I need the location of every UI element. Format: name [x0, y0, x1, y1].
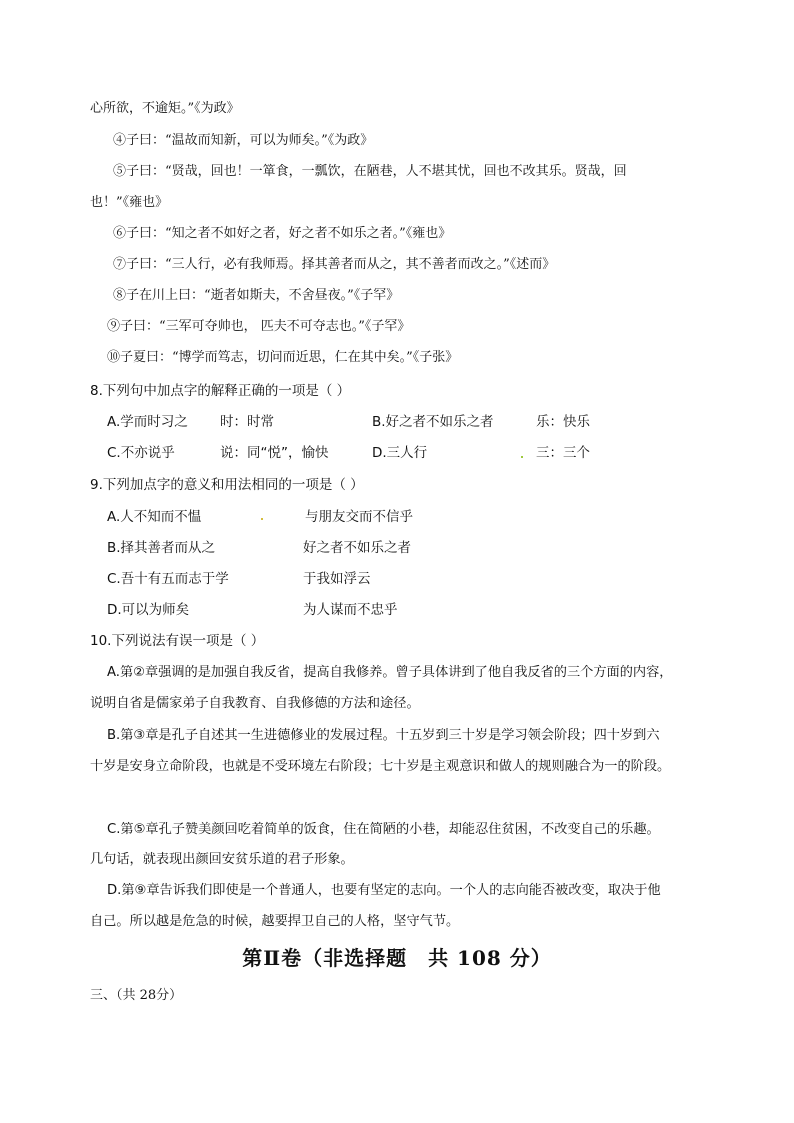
q10-option-d-line1: D.第⑨章告诉我们即使是一个普通人，也要有坚定的志向。一个人的志向能否被改变，取决于他: [107, 883, 661, 898]
quote-5-line2: 也！”《雍也》: [90, 195, 169, 210]
q8-option-d-text: D.三人行: [372, 445, 428, 461]
q10-stem: 10.下列说法有误一项是（ ）: [90, 633, 265, 649]
q8-option-b-gloss: 乐：快乐: [536, 414, 590, 430]
section-part-3-heading: 三、（共 28分）: [90, 988, 183, 1003]
q8-option-d-gloss: 三：三个: [536, 445, 590, 461]
quote-4: ④子曰：“温故而知新，可以为师矣。”《为政》: [113, 133, 374, 148]
q9-stem: 9.下列加点字的意义和用法相同的一项是（ ）: [90, 477, 364, 493]
q9-option-b-right: 好之者不如乐之者: [303, 540, 411, 556]
q10-option-b-line2: 十岁是安身立命阶段，也就是不受环境左右阶段；七十岁是主观意识和做人的规则融合为一的阶段。: [90, 759, 671, 774]
q9-option-a-right: 与朋友交而不信乎: [305, 509, 413, 525]
q8-stem: 8.下列句中加点字的解释正确的一项是（ ）: [90, 383, 351, 399]
quote-8: ⑧子在川上曰：“逝者如斯夫，不舍昼夜。”《子罕》: [113, 288, 400, 303]
q8-option-a-text: A.学而时习之: [107, 414, 188, 430]
q9-option-a-left: A.人不知而不愠: [107, 509, 202, 525]
quote-7: ⑦子曰：“三人行，必有我师焉。择其善者而从之，其不善者而改之。”《述而》: [113, 257, 556, 272]
speck-mark: [261, 518, 263, 520]
q10-option-c-line2: 几句话，就表现出颜回安贫乐道的君子形象。: [90, 852, 354, 867]
q9-option-c-left: C.吾十有五而志于学: [107, 571, 229, 587]
q9-option-c-right: 于我如浮云: [303, 571, 371, 587]
q9-option-d-left: D.可以为师矣: [107, 602, 190, 618]
q10-option-b-line1: B.第③章是孔子自述其一生进德修业的发展过程。十五岁到三十岁是学习领会阶段；四十岁到六: [107, 728, 660, 743]
q8-option-c-gloss: 说：同“悦”，愉快: [220, 445, 329, 461]
q9-option-d-right: 为人谋而不忠乎: [303, 602, 398, 618]
q10-option-c-line1: C.第⑤章孔子赞美颜回吃着简单的饭食，住在简陋的小巷，却能忍住贫困，不改变自己的乐趣。: [107, 822, 660, 837]
quote-9: ⑨子曰：“三军可夺帅也， 匹夫不可夺志也。”《子罕》: [107, 319, 411, 334]
q8-option-c-text: C.不亦说乎: [107, 445, 175, 461]
section-2-title: 第Ⅱ卷（非选择题 共 108 分）: [242, 946, 552, 970]
quote-5-line1: ⑤子曰：“贤哉，回也！一箪食，一瓢饮，在陋巷，人不堪其忧，回也不改其乐。贤哉，回: [113, 164, 627, 179]
q10-option-a-line2: 说明自省是儒家弟子自我教育、自我修德的方法和途径。: [90, 696, 420, 711]
q9-option-b-left: B.择其善者而从之: [107, 540, 216, 556]
speck-mark: [521, 456, 523, 458]
q8-option-b-text: B.好之者不如乐之者: [372, 414, 494, 430]
q10-option-a-line1: A.第②章强调的是加强自我反省，提高自我修养。曾子具体讲到了他自我反省的三个方面的内容，: [107, 665, 673, 680]
quote-10: ⑩子夏曰：“博学而笃志，切问而近思，仁在其中矣。”《子张》: [107, 350, 459, 365]
quote-3-tail: 心所欲，不逾矩。”《为政》: [90, 101, 240, 116]
q8-option-a-gloss: 时：时常: [220, 414, 274, 430]
q10-option-d-line2: 自己。所以越是危急的时候，越要捍卫自己的人格，坚守气节。: [90, 914, 460, 929]
quote-6: ⑥子曰：“知之者不如好之者，好之者不如乐之者。”《雍也》: [113, 226, 452, 241]
